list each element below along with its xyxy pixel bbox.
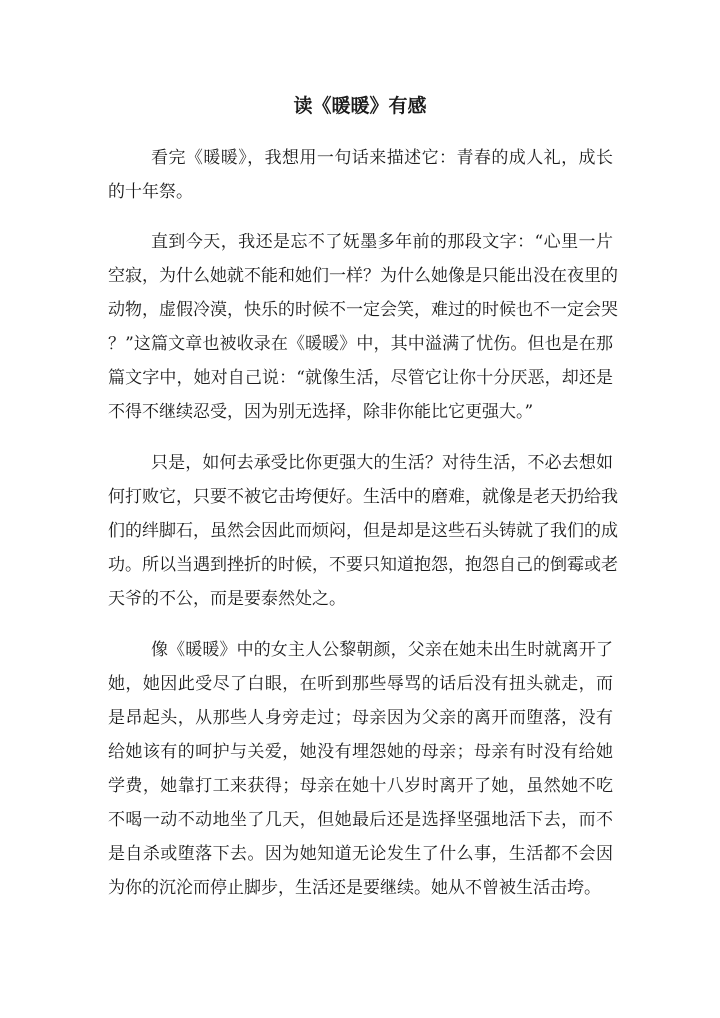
paragraph-line: 是自杀或堕落下去。因为她知道无论发生了什么事，生活都不会因	[108, 844, 613, 864]
paragraph-line: 天爷的不公，而是要泰然处之。	[108, 589, 346, 609]
paragraph-line: 功。所以当遇到挫折的时候，不要只知道抱怨，抱怨自己的倒霉或老	[108, 555, 618, 575]
paragraph-2	[108, 225, 618, 429]
paragraph-line: 像《暖暖》中的女主人公黎朝颜，父亲在她未出生时就离开了	[151, 640, 613, 660]
paragraph-line: 为你的沉沦而停止脚步，生活还是要继续。她从不曾被生活击垮。	[108, 878, 601, 898]
paragraph-line: 不喝一动不动地坐了几天，但她最后还是选择坚强地活下去，而不	[108, 810, 613, 830]
paragraph-4	[108, 633, 613, 905]
paragraph-line: 她，她因此受尽了白眼，在听到那些辱骂的话后没有扭头就走，而	[108, 674, 613, 694]
paragraph-line: 不得不继续忍受，因为别无选择，除非你能比它更强大。”	[108, 402, 534, 422]
paragraph-line: 只是，如何去承受比你更强大的生活？对待生活，不必去想如	[151, 453, 613, 473]
paragraph-line: 动物，虚假冷漠，快乐的时候不一定会笑，难过的时候也不一定会哭	[108, 300, 618, 320]
paragraph-line: 学费，她靠打工来获得；母亲在她十八岁时离开了她，虽然她不吃	[108, 776, 613, 796]
paragraph-line: 的十年祭。	[108, 182, 193, 202]
paragraph-line: 空寂，为什么她就不能和她们一样？为什么她像是只能出没在夜里的	[108, 266, 618, 286]
paragraph-1	[108, 141, 613, 209]
paragraph-line: 看完《暖暖》，我想用一句话来描述它：青春的成人礼，成长	[151, 148, 613, 168]
paragraph-line: 是昂起头，从那些人身旁走过；母亲因为父亲的离开而堕落，没有	[108, 708, 613, 728]
paragraph-line: 篇文字中，她对自己说：“就像生活，尽管它让你十分厌恶，却还是	[108, 368, 613, 388]
paragraph-line: 给她该有的呵护与关爱，她没有埋怨她的母亲；母亲有时没有给她	[108, 742, 613, 762]
paragraph-line: ？”这篇文章也被收录在《暖暖》中，其中溢满了忧伤。但也是在那	[108, 334, 613, 354]
paragraph-line: 直到今天，我还是忘不了妩墨多年前的那段文字：“心里一片	[151, 232, 613, 252]
paragraph-line: 们的绊脚石，虽然会因此而烦闷，但是却是这些石头铸就了我们的成	[108, 521, 618, 541]
paragraph-3	[108, 446, 618, 616]
document-title: 读《暖暖》有感	[293, 95, 427, 117]
paragraph-line: 何打败它，只要不被它击垮便好。生活中的磨难，就像是老天扔给我	[108, 487, 618, 507]
